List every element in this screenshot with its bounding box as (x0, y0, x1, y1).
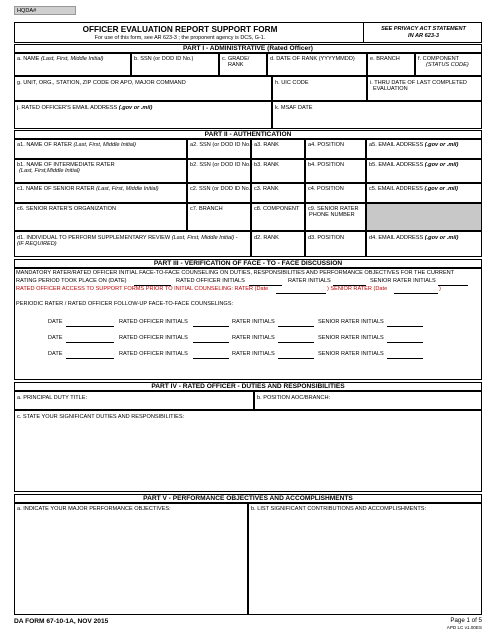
periodic-date-input[interactable] (66, 326, 114, 327)
form-header (14, 22, 482, 43)
intermediate-rater-position-label: b4. POSITION (308, 162, 345, 168)
unit-field[interactable] (14, 76, 272, 101)
senior-rater-access-close: ) (439, 286, 441, 292)
periodic-senior-initials-label: SENIOR RATER INITIALS (318, 319, 384, 325)
contributions-field[interactable] (248, 503, 482, 615)
form-title: OFFICER EVALUATION REPORT SUPPORT FORM (82, 25, 278, 34)
part5-heading: PART V - PERFORMANCE OBJECTIVES AND ACCOMPLISHMENTS (14, 494, 482, 503)
date-of-rank-label: d. DATE OF RANK (YYYYMMDD) (270, 56, 355, 62)
senior-rater-branch-label: c7. BRANCH (190, 206, 223, 212)
periodic-rated-initials-label: RATED OFFICER INITIALS (119, 335, 188, 341)
senior-rater-email-label: c5. EMAIL ADDRESS (.gov or .mil) (369, 186, 459, 192)
name-field[interactable] (14, 53, 131, 76)
hqda-label: HQDA# (17, 8, 37, 14)
intermediate-rater-ssn-field[interactable] (187, 159, 251, 183)
supplementary-reviewer-hint: (IF REQUIRED) (17, 241, 57, 247)
periodic-rater-initials-label: RATER INITIALS (232, 335, 275, 341)
component-label: f. COMPONENT (418, 56, 460, 62)
supplementary-reviewer-name-field[interactable] (14, 231, 251, 257)
periodic-rated-initials-input[interactable] (193, 358, 229, 359)
periodic-date-label: DATE (48, 351, 63, 357)
duties-responsibilities-field[interactable] (14, 410, 482, 492)
intermediate-rater-name-hint: (Last, First,Middle Initial) (19, 168, 80, 174)
unit-label: g. UNIT, ORG., STATION, ZIP CODE OR APO, MAJOR COMMAND (17, 80, 186, 86)
intermediate-rater-position-field[interactable] (305, 159, 366, 183)
counseling-statement-line-1: MANDATORY RATER/RATED OFFICER INITIAL FACE-TO-FACE COUNSELING ON DUTIES, RESPONSIBILITIES AND PERFORMANCE OBJECTIVES FOR THE CURRENT (16, 270, 455, 276)
senior-rater-phone-field[interactable] (305, 203, 366, 231)
senior-rater-name-field[interactable] (14, 183, 187, 203)
thru-date-field[interactable] (367, 76, 482, 101)
contributions-label: b. LIST SIGNIFICANT CONTRIBUTIONS AND ACCOMPLISHMENTS: (251, 506, 427, 512)
rater-rank-field[interactable] (251, 139, 305, 159)
periodic-rater-initials-input[interactable] (278, 326, 314, 327)
intermediate-rater-email-field[interactable] (366, 159, 482, 183)
periodic-senior-initials-input[interactable] (387, 358, 423, 359)
counseling-rated-initials-label: RATED OFFICER INITIALS (176, 278, 245, 284)
ssn-label: b. SSN (or DOD ID No.) (134, 56, 194, 62)
intermediate-rater-ssn-label: b2. SSN (or DOD ID No.) (190, 162, 253, 168)
ssn-field[interactable] (131, 53, 219, 76)
msaf-date-label: k. MSAF DATE (275, 105, 313, 111)
supplementary-reviewer-rank-field[interactable] (251, 231, 305, 257)
senior-rater-organization-label: c6. SENIOR RATER'S ORGANIZATION (17, 206, 117, 212)
periodic-date-input[interactable] (66, 342, 114, 343)
periodic-rated-initials-input[interactable] (193, 326, 229, 327)
periodic-senior-initials-label: SENIOR RATER INITIALS (318, 351, 384, 357)
senior-rater-phone-label: c9. SENIOR RATER (308, 206, 359, 212)
senior-rater-position-label: c4. POSITION (308, 186, 344, 192)
date-of-rank-field[interactable] (267, 53, 367, 76)
senior-rater-phone-label-2: PHONE NUMBER (309, 212, 355, 218)
branch-field[interactable] (367, 53, 415, 76)
position-aoc-branch-label: b. POSITION AOC/BRANCH: (257, 395, 331, 401)
rater-position-field[interactable] (305, 139, 366, 159)
periodic-rater-initials-input[interactable] (278, 358, 314, 359)
privacy-line-2: IN AR 623-3 (408, 33, 439, 39)
senior-rater-access-date-input[interactable] (394, 293, 438, 294)
periodic-senior-initials-input[interactable] (387, 326, 423, 327)
counseling-senior-initials-label: SENIOR RATER INITIALS (370, 278, 436, 284)
hqda-field[interactable] (14, 6, 76, 15)
periodic-rater-initials-label: RATER INITIALS (232, 351, 275, 357)
senior-rater-component-field[interactable] (251, 203, 305, 231)
senior-rater-organization-field[interactable] (14, 203, 187, 231)
senior-rater-email-field[interactable] (366, 183, 482, 203)
senior-rater-branch-field[interactable] (187, 203, 251, 231)
part2-heading: PART II - AUTHENTICATION (14, 130, 482, 139)
grade-rank-field[interactable] (219, 53, 267, 76)
supplementary-reviewer-email-field[interactable] (366, 231, 482, 257)
support-form-access-label: RATED OFFICER ACCESS TO SUPPORT FORMS PRIOR TO INITIAL COUNSELING: RATER (Date (16, 286, 269, 292)
counseling-senior-initials-input[interactable] (438, 285, 468, 286)
periodic-date-input[interactable] (66, 358, 114, 359)
periodic-senior-initials-label: SENIOR RATER INITIALS (318, 335, 384, 341)
rater-email-field[interactable] (366, 139, 482, 159)
rater-position-label: a4. POSITION (308, 142, 345, 148)
supplementary-reviewer-position-label: d3. POSITION (308, 235, 345, 241)
duties-responsibilities-label: c. STATE YOUR SIGNIFICANT DUTIES AND RESPONSIBILITIES: (17, 414, 185, 420)
principal-duty-title-label: a. PRINCIPAL DUTY TITLE: (17, 395, 88, 401)
part3-heading: PART III - VERIFICATION OF FACE - TO - FACE DISCUSSION (14, 259, 482, 268)
performance-objectives-field[interactable] (14, 503, 248, 615)
rater-name-label: a1. NAME OF RATER (Last, First, Middle Initial) (17, 142, 136, 148)
supplementary-reviewer-email-label: d4. EMAIL ADDRESS (.gov or .mil) (369, 235, 459, 241)
grade-label: c. GRADE/ (222, 56, 250, 62)
rater-access-date-input[interactable] (276, 293, 326, 294)
privacy-line-1: SEE PRIVACY ACT STATEMENT (381, 26, 466, 32)
rater-rank-label: a3. RANK (254, 142, 279, 148)
rater-email-label: a5. EMAIL ADDRESS (.gov or .mil) (369, 142, 459, 148)
senior-rater-name-label: c1. NAME OF SENIOR RATER (Last, First, Middle Initial) (17, 186, 159, 192)
senior-rater-rank-field[interactable] (251, 183, 305, 203)
uic-code-field[interactable] (272, 76, 367, 101)
supplementary-reviewer-rank-label: d2. RANK (254, 235, 279, 241)
counseling-rater-initials-label: RATER INITIALS (288, 278, 331, 284)
intermediate-rater-rank-field[interactable] (251, 159, 305, 183)
periodic-rated-initials-label: RATED OFFICER INITIALS (119, 351, 188, 357)
senior-rater-access-label: ) SENIOR RATER (Date (327, 286, 388, 292)
part1-heading: PART I - ADMINISTRATIVE (Rated Officer) (14, 44, 482, 53)
periodic-rater-initials-input[interactable] (278, 342, 314, 343)
periodic-date-label: DATE (48, 319, 63, 325)
thru-date-label: i. THRU DATE OF LAST COMPLETED (370, 80, 467, 86)
rater-name-field[interactable] (14, 139, 187, 159)
msaf-date-field[interactable] (272, 101, 482, 129)
name-label: a. NAME (Last, First, Middle Initial) (17, 56, 104, 62)
senior-rater-rank-label: c3. RANK (254, 186, 279, 192)
component-field[interactable] (415, 53, 482, 76)
periodic-counselings-label: PERIODIC RATER / RATED OFFICER FOLLOW-UP FACE-TO-FACE COUNSELINGS: (16, 301, 234, 307)
apd-version: APD LC v1.00ES (446, 625, 482, 630)
form-subtitle: For use of this form, see AR 623-3 ; the proponent agency is DCS, G-1. (94, 35, 266, 41)
rated-officer-email-label: j. RATED OFFICER'S EMAIL ADDRESS (.gov or .mil) (17, 105, 153, 111)
periodic-date-label: DATE (48, 335, 63, 341)
privacy-statement-box (363, 23, 483, 42)
periodic-rater-initials-label: RATER INITIALS (232, 319, 275, 325)
rater-ssn-label: a2. SSN (or DOD ID No.) (190, 142, 253, 148)
position-aoc-branch-field[interactable] (254, 391, 482, 410)
intermediate-rater-name-field[interactable] (14, 159, 187, 183)
counseling-date-label: RATING PERIOD TOOK PLACE ON (DATE) (16, 278, 127, 284)
rated-officer-email-field[interactable] (14, 101, 272, 129)
periodic-rated-initials-label: RATED OFFICER INITIALS (119, 319, 188, 325)
intermediate-rater-name-label: b1. NAME OF INTERMEDIATE RATER (17, 162, 115, 168)
supplementary-reviewer-position-field[interactable] (305, 231, 366, 257)
intermediate-rater-rank-label: b3. RANK (254, 162, 279, 168)
senior-rater-position-field[interactable] (305, 183, 366, 203)
periodic-rated-initials-input[interactable] (193, 342, 229, 343)
senior-rater-component-label: c8. COMPONENT (254, 206, 300, 212)
uic-code-label: h. UIC CODE (275, 80, 309, 86)
intermediate-rater-email-label: b5. EMAIL ADDRESS (.gov or .mil) (369, 162, 459, 168)
senior-rater-ssn-field[interactable] (187, 183, 251, 203)
supplementary-reviewer-label: d1. INDIVIDUAL TO PERFORM SUPPLEMENTARY REVIEW (Last, First, Middle Initial) - (17, 235, 238, 241)
part4-heading: PART IV - RATED OFFICER - DUTIES AND RESPONSIBILITIES (14, 382, 482, 391)
thru-date-label-2: EVALUATION (373, 86, 408, 92)
performance-objectives-label: a. INDICATE YOUR MAJOR PERFORMANCE OBJECTIVES: (17, 506, 171, 512)
form-number: DA FORM 67-10-1A, NOV 2015 (14, 618, 109, 625)
senior-rater-ssn-label: c2. SSN (or DOD ID No.) (190, 186, 253, 192)
page-number: Page 1 of 5 (450, 617, 482, 624)
branch-label: e. BRANCH (370, 56, 400, 62)
periodic-senior-initials-input[interactable] (387, 342, 423, 343)
component-hint: (STATUS CODE) (426, 62, 469, 68)
principal-duty-title-field[interactable] (14, 391, 254, 410)
shaded-block (366, 203, 482, 231)
rater-ssn-field[interactable] (187, 139, 251, 159)
rank-label: RANK (228, 62, 244, 68)
